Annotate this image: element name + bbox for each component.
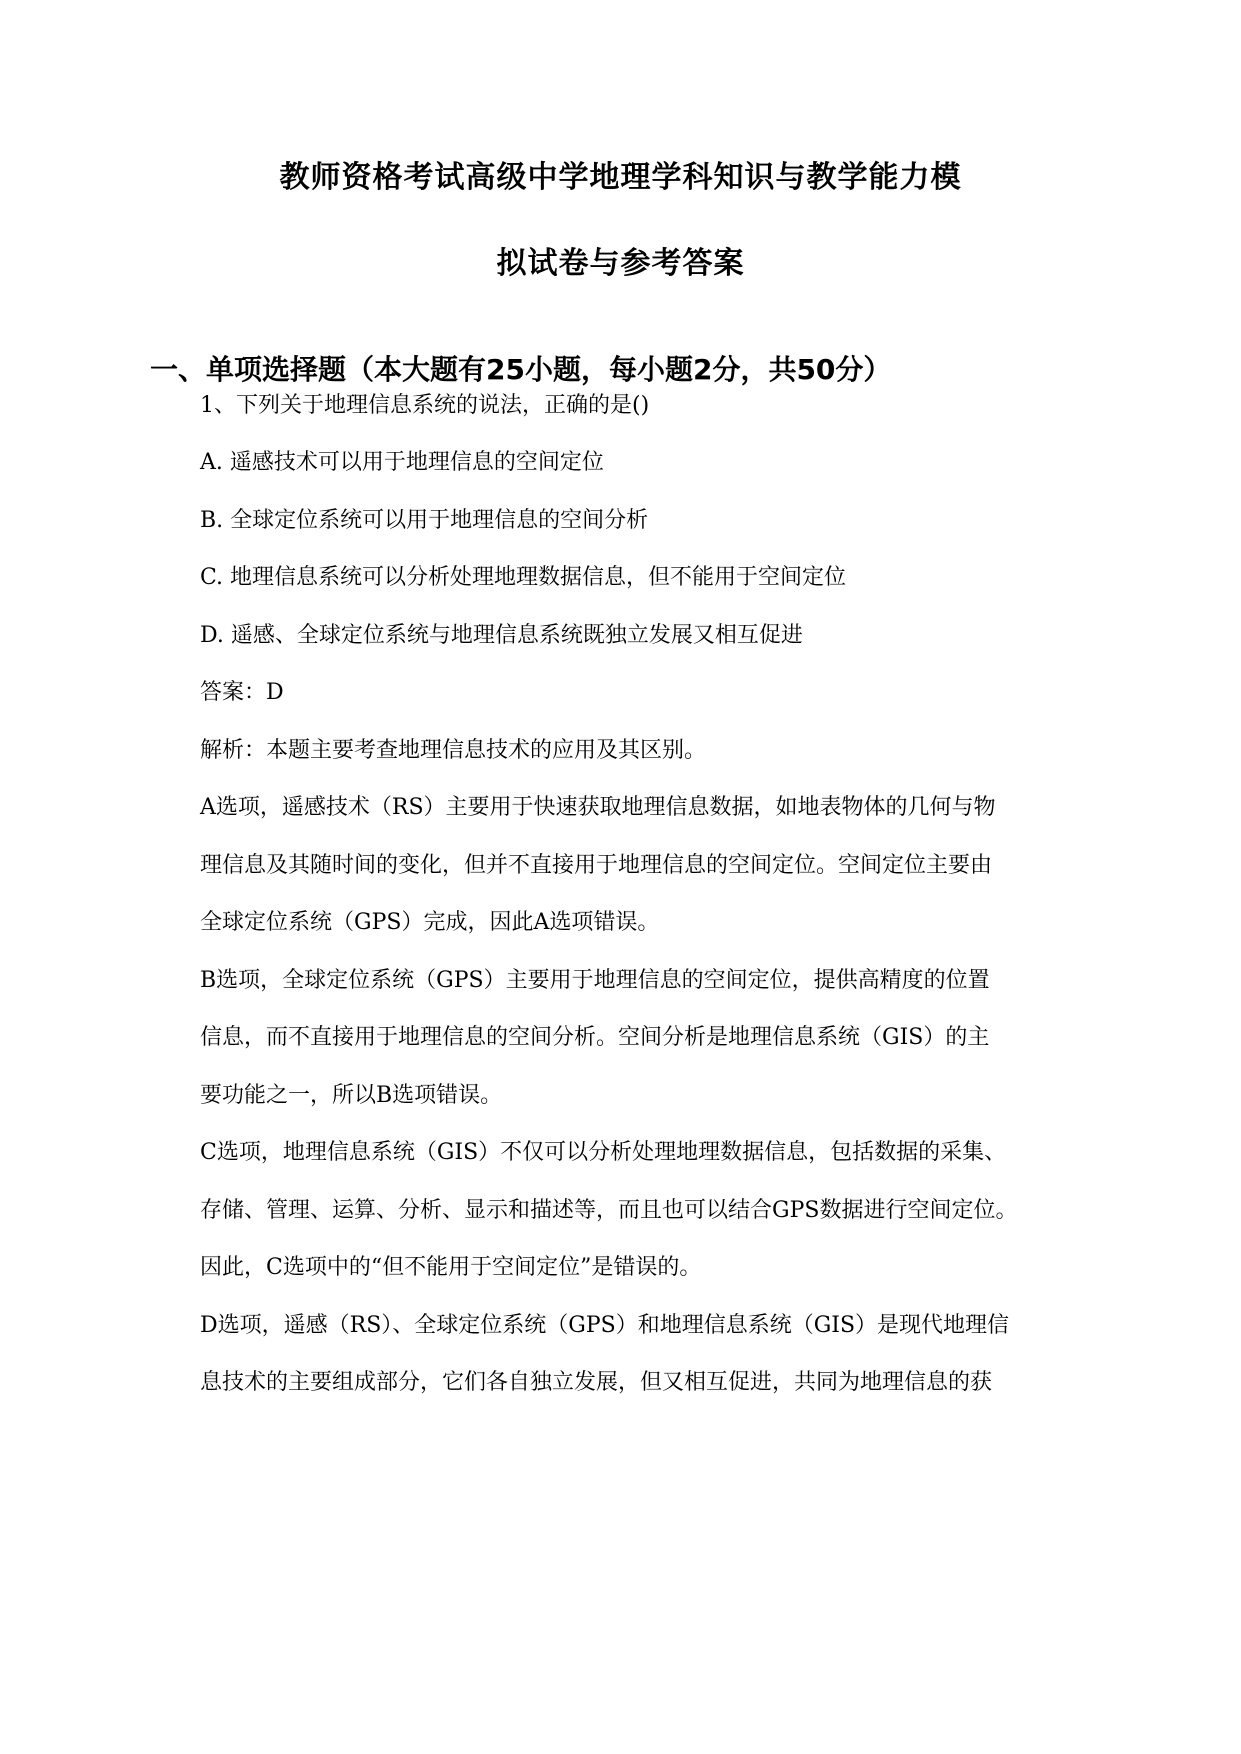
analysis-line: 息技术的主要组成部分，它们各自独立发展，但又相互促进，共同为地理信息的获 bbox=[200, 1370, 993, 1395]
analysis-line: A选项，遥感技术（RS）主要用于快速获取地理信息数据，如地表物体的几何与物 bbox=[200, 795, 996, 820]
analysis-line: 全球定位系统（GPS）完成，因此A选项错误。 bbox=[200, 910, 660, 935]
analysis-line: 信息，而不直接用于地理信息的空间分析。空间分析是地理信息系统（GIS）的主 bbox=[200, 1025, 990, 1050]
analysis-line: C选项，地理信息系统（GIS）不仅可以分析处理地理数据信息，包括数据的采集、 bbox=[200, 1140, 1007, 1165]
document-title-line-2: 拟试卷与参考答案 bbox=[496, 246, 745, 281]
document-title-line-1: 教师资格考试高级中学地理学科知识与教学能力模 bbox=[279, 160, 962, 195]
analysis-line: 要功能之一，所以B选项错误。 bbox=[200, 1083, 503, 1108]
answer: 答案：D bbox=[200, 680, 284, 705]
analysis-line: 因此，C选项中的“但不能用于空间定位”是错误的。 bbox=[200, 1255, 702, 1280]
analysis-line: B选项，全球定位系统（GPS）主要用于地理信息的空间定位，提供高精度的位置 bbox=[200, 968, 990, 993]
option-c: C. 地理信息系统可以分析处理地理数据信息，但不能用于空间定位 bbox=[200, 565, 847, 590]
section-heading: 一、单项选择题（本大题有25小题，每小题2分，共50分） bbox=[150, 353, 892, 386]
option-d: D. 遥感、全球定位系统与地理信息系统既独立发展又相互促进 bbox=[200, 623, 803, 648]
question-stem: 1、下列关于地理信息系统的说法，正确的是() bbox=[200, 393, 650, 418]
analysis-line: 解析：本题主要考查地理信息技术的应用及其区别。 bbox=[200, 738, 707, 763]
option-a: A. 遥感技术可以用于地理信息的空间定位 bbox=[200, 450, 604, 475]
option-b: B. 全球定位系统可以用于地理信息的空间分析 bbox=[200, 508, 649, 533]
analysis-line: D选项，遥感（RS）、全球定位系统（GPS）和地理信息系统（GIS）是现代地理信 bbox=[200, 1313, 1010, 1338]
analysis-line: 存储、管理、运算、分析、显示和描述等，而且也可以结合GPS数据进行空间定位。 bbox=[200, 1198, 1018, 1223]
analysis-line: 理信息及其随时间的变化，但并不直接用于地理信息的空间定位。空间定位主要由 bbox=[200, 853, 993, 878]
